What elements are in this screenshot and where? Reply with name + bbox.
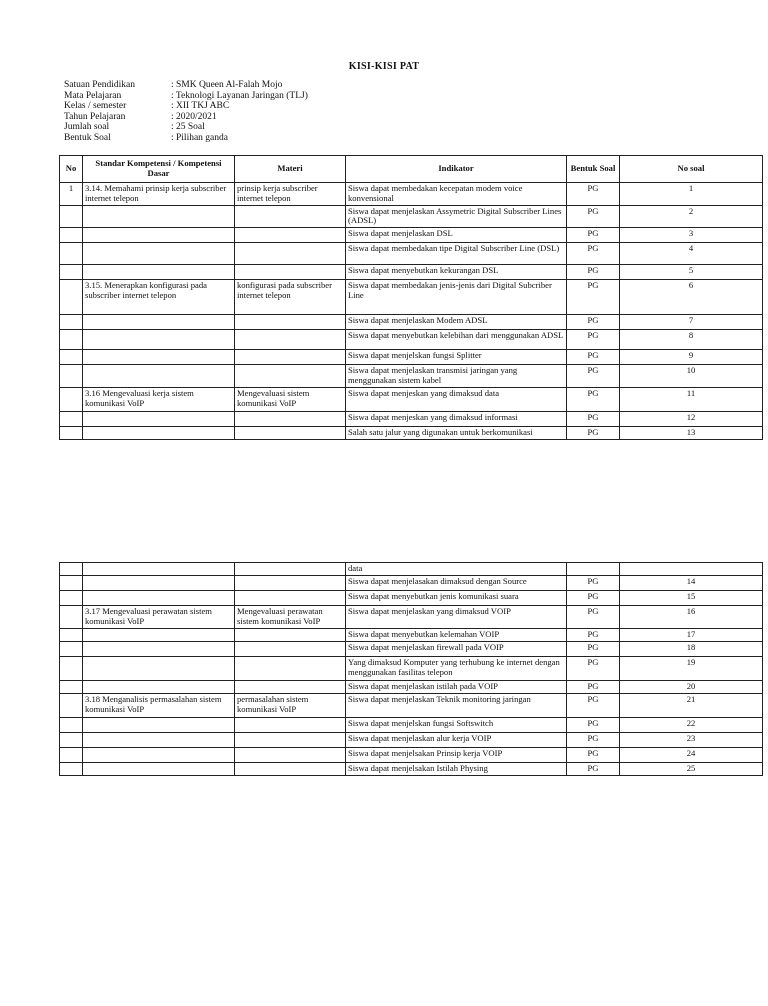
cell-bentuk: PG [567, 387, 620, 411]
cell-nosoal: 10 [620, 365, 763, 388]
meta-value: : Pilihan ganda [171, 132, 228, 143]
table-row [60, 387, 763, 411]
cell-nosoal: 7 [620, 315, 763, 330]
cell-nosoal: 8 [620, 330, 763, 350]
meta-value: : Teknologi Layanan Jaringan (TLJ) [171, 90, 308, 101]
cell-no [60, 350, 83, 365]
cell-bentuk: PG [567, 365, 620, 388]
cell-materi [235, 350, 346, 365]
cell-materi [235, 330, 346, 350]
header-no-soal: No soal [620, 156, 763, 183]
table-row [60, 563, 763, 576]
cell-no [60, 762, 83, 775]
cell-bentuk: PG [567, 280, 620, 315]
cell-nosoal: 2 [620, 205, 763, 228]
cell-nosoal: 4 [620, 243, 763, 265]
cell-indikator: Salah satu jalur yang digunakan untuk berkomunikasi [346, 426, 567, 439]
cell-kompetensi: 3.14. Memahami prinsip kerja subscriber internet telepon [83, 183, 235, 206]
cell-indikator: data [346, 563, 567, 576]
header-materi: Materi [235, 156, 346, 183]
cell-nosoal: 16 [620, 606, 763, 629]
cell-materi [235, 265, 346, 280]
cell-materi: Mengevaluasi perawatan sistem komunikasi VoIP [235, 606, 346, 629]
cell-kompetensi [83, 243, 235, 265]
cell-bentuk: PG [567, 693, 620, 717]
cell-materi: prinsip kerja subscriber internet telepon [235, 183, 346, 206]
table-row [60, 426, 763, 439]
header-kompetensi: Standar Kompetensi / Kompetensi Dasar [83, 156, 235, 183]
cell-bentuk: PG [567, 243, 620, 265]
table-row [60, 591, 763, 606]
meta-value: : 25 Soal [171, 122, 205, 133]
cell-indikator: Siswa dapat menjelaskan Assymetric Digital Subscriber Lines (ADSL) [346, 205, 567, 228]
cell-indikator: Siswa dapat menjelaskan firewall pada VOIP [346, 641, 567, 656]
cell-indikator: Siswa dapat menjelskan fungsi Splitter [346, 350, 567, 365]
kisi-table-page-2 [59, 562, 763, 776]
cell-materi [235, 411, 346, 426]
cell-kompetensi [83, 747, 235, 762]
cell-kompetensi [83, 228, 235, 243]
table-row [60, 183, 763, 206]
meta-key: Kelas / semester [64, 101, 127, 112]
cell-nosoal [620, 563, 763, 576]
table-row [60, 243, 763, 265]
table-row [60, 717, 763, 732]
table-row [60, 350, 763, 365]
cell-materi [235, 228, 346, 243]
meta-row [64, 101, 308, 112]
cell-materi [235, 629, 346, 642]
cell-bentuk: PG [567, 350, 620, 365]
meta-value: : XII TKJ ABC [171, 101, 230, 112]
cell-no [60, 717, 83, 732]
cell-no [60, 747, 83, 762]
cell-no [60, 680, 83, 693]
cell-no: 1 [60, 183, 83, 206]
meta-row [64, 112, 308, 123]
cell-nosoal: 22 [620, 717, 763, 732]
cell-indikator: Siswa dapat menjelaskan DSL [346, 228, 567, 243]
cell-kompetensi [83, 330, 235, 350]
cell-bentuk: PG [567, 330, 620, 350]
cell-bentuk: PG [567, 641, 620, 656]
cell-indikator: Siswa dapat menjelskan fungsi Softswitch [346, 717, 567, 732]
cell-indikator: Siswa dapat menjelaskan transmisi jaringan yang menggunakan sistem kabel [346, 365, 567, 388]
cell-bentuk: PG [567, 680, 620, 693]
cell-no [60, 629, 83, 642]
table-row [60, 411, 763, 426]
cell-kompetensi [83, 680, 235, 693]
cell-nosoal: 3 [620, 228, 763, 243]
table-row [60, 315, 763, 330]
cell-indikator: Siswa dapat menyebutkan kekurangan DSL [346, 265, 567, 280]
cell-bentuk: PG [567, 762, 620, 775]
cell-materi: permasalahan sistem komunikasi VoIP [235, 693, 346, 717]
table-row [60, 365, 763, 388]
table-row [60, 732, 763, 747]
cell-materi [235, 576, 346, 591]
cell-no [60, 265, 83, 280]
cell-no [60, 641, 83, 656]
cell-no [60, 228, 83, 243]
cell-no [60, 280, 83, 315]
cell-indikator: Siswa dapat menjelaskan Modem ADSL [346, 315, 567, 330]
table-row [60, 641, 763, 656]
cell-no [60, 576, 83, 591]
cell-nosoal: 14 [620, 576, 763, 591]
meta-key: Bentuk Soal [64, 132, 111, 143]
cell-kompetensi: 3.16 Mengevaluasi kerja sistem komunikasi VoIP [83, 387, 235, 411]
cell-no [60, 411, 83, 426]
table-row [60, 205, 763, 228]
cell-no [60, 365, 83, 388]
cell-kompetensi [83, 762, 235, 775]
cell-nosoal: 24 [620, 747, 763, 762]
cell-kompetensi: 3.18 Menganalisis permasalahan sistem komunikasi VoIP [83, 693, 235, 717]
cell-materi [235, 656, 346, 680]
cell-kompetensi [83, 641, 235, 656]
cell-nosoal: 15 [620, 591, 763, 606]
meta-key: Tahun Pelajaran [64, 111, 126, 122]
cell-nosoal: 5 [620, 265, 763, 280]
cell-kompetensi [83, 591, 235, 606]
cell-no [60, 243, 83, 265]
cell-bentuk: PG [567, 591, 620, 606]
cell-materi [235, 591, 346, 606]
cell-no [60, 591, 83, 606]
document-metadata [64, 80, 308, 144]
table-row [60, 629, 763, 642]
cell-bentuk: PG [567, 411, 620, 426]
cell-materi [235, 205, 346, 228]
table-row [60, 656, 763, 680]
cell-materi: Mengevaluasi sistem komunikasi VoIP [235, 387, 346, 411]
cell-bentuk: PG [567, 717, 620, 732]
cell-no [60, 606, 83, 629]
cell-no [60, 656, 83, 680]
cell-kompetensi [83, 629, 235, 642]
kisi-table-page-1 [59, 155, 763, 440]
header-no: No [60, 156, 83, 183]
cell-kompetensi [83, 365, 235, 388]
cell-no [60, 205, 83, 228]
cell-materi [235, 365, 346, 388]
cell-no [60, 732, 83, 747]
cell-indikator: Siswa dapat membedakan tipe Digital Subscriber Line (DSL) [346, 243, 567, 265]
cell-indikator: Siswa dapat menjelsakan Prinsip kerja VOIP [346, 747, 567, 762]
table-row [60, 280, 763, 315]
cell-nosoal: 1 [620, 183, 763, 206]
cell-indikator: Siswa dapat menjelsakan Istilah Physing [346, 762, 567, 775]
meta-row [64, 80, 308, 91]
cell-nosoal: 21 [620, 693, 763, 717]
cell-kompetensi [83, 265, 235, 280]
cell-indikator: Siswa dapat membedakan kecepatan modem voice konvensional [346, 183, 567, 206]
cell-nosoal: 19 [620, 656, 763, 680]
table-row [60, 576, 763, 591]
cell-indikator: Siswa dapat menyebutkan kelemahan VOIP [346, 629, 567, 642]
table-row [60, 265, 763, 280]
cell-indikator: Yang dimaksud Komputer yang terhubung ke internet dengan menggunakan fasilitas telepon [346, 656, 567, 680]
cell-kompetensi [83, 576, 235, 591]
cell-nosoal: 6 [620, 280, 763, 315]
cell-bentuk: PG [567, 606, 620, 629]
cell-kompetensi: 3.17 Mengevaluasi perawatan sistem komunikasi VoIP [83, 606, 235, 629]
cell-materi [235, 717, 346, 732]
cell-bentuk: PG [567, 576, 620, 591]
cell-bentuk: PG [567, 265, 620, 280]
cell-kompetensi [83, 656, 235, 680]
cell-indikator: Siswa dapat menjelaskan yang dimaksud VOIP [346, 606, 567, 629]
cell-bentuk: PG [567, 228, 620, 243]
cell-materi [235, 732, 346, 747]
cell-materi [235, 426, 346, 439]
cell-kompetensi [83, 426, 235, 439]
cell-materi [235, 641, 346, 656]
cell-indikator: Siswa dapat menjelaskan Teknik monitoring jaringan [346, 693, 567, 717]
cell-materi [235, 243, 346, 265]
cell-nosoal: 25 [620, 762, 763, 775]
meta-key: Mata Pelajaran [64, 90, 122, 101]
cell-indikator: Siswa dapat menjeskan yang dimaksud data [346, 387, 567, 411]
cell-materi [235, 747, 346, 762]
table-row [60, 747, 763, 762]
meta-value: : SMK Queen Al-Falah Mojo [171, 80, 283, 90]
cell-kompetensi [83, 563, 235, 576]
table-row [60, 693, 763, 717]
cell-kompetensi [83, 315, 235, 330]
cell-no [60, 563, 83, 576]
table-row [60, 330, 763, 350]
cell-no [60, 426, 83, 439]
header-indikator: Indikator [346, 156, 567, 183]
cell-bentuk: PG [567, 747, 620, 762]
cell-bentuk: PG [567, 732, 620, 747]
cell-nosoal: 9 [620, 350, 763, 365]
cell-nosoal: 23 [620, 732, 763, 747]
cell-materi [235, 315, 346, 330]
cell-materi [235, 762, 346, 775]
cell-kompetensi [83, 411, 235, 426]
cell-nosoal: 17 [620, 629, 763, 642]
cell-kompetensi [83, 732, 235, 747]
cell-nosoal: 13 [620, 426, 763, 439]
meta-row [64, 133, 308, 144]
meta-key: Jumlah soal [64, 122, 110, 133]
cell-materi [235, 563, 346, 576]
cell-indikator: Siswa dapat menjelasakan dimaksud dengan Source [346, 576, 567, 591]
cell-nosoal: 18 [620, 641, 763, 656]
cell-bentuk: PG [567, 656, 620, 680]
meta-row [64, 122, 308, 133]
cell-no [60, 693, 83, 717]
cell-indikator: Siswa dapat menjeskan yang dimaksud informasi [346, 411, 567, 426]
table-row [60, 228, 763, 243]
cell-materi [235, 680, 346, 693]
table-row [60, 762, 763, 775]
cell-bentuk: PG [567, 205, 620, 228]
cell-kompetensi [83, 350, 235, 365]
cell-bentuk: PG [567, 629, 620, 642]
cell-indikator: Siswa dapat menyebutkan kelebihan dari menggunakan ADSL [346, 330, 567, 350]
cell-kompetensi [83, 717, 235, 732]
cell-kompetensi: 3.15. Menerapkan konfigurasi pada subscriber internet telepon [83, 280, 235, 315]
cell-nosoal: 11 [620, 387, 763, 411]
cell-kompetensi [83, 205, 235, 228]
cell-nosoal: 20 [620, 680, 763, 693]
header-bentuk-soal: Bentuk Soal [567, 156, 620, 183]
meta-key: Satuan Pendidikan [64, 80, 135, 90]
cell-no [60, 330, 83, 350]
meta-row [64, 91, 308, 102]
cell-indikator: Siswa dapat menyebutkan jenis komunikasi suara [346, 591, 567, 606]
table-row [60, 680, 763, 693]
cell-indikator: Siswa dapat menjelaskan alur kerja VOIP [346, 732, 567, 747]
cell-bentuk: PG [567, 315, 620, 330]
cell-indikator: Siswa dapat membedakan jenis-jenis dari Digital Subcriber Line [346, 280, 567, 315]
cell-indikator: Siswa dapat menjelaskan istilah pada VOIP [346, 680, 567, 693]
cell-materi: konfigurasi pada subscriber internet telepon [235, 280, 346, 315]
cell-no [60, 315, 83, 330]
meta-value: : 2020/2021 [171, 111, 217, 122]
document-title: KISI-KISI PAT [348, 61, 420, 72]
cell-bentuk: PG [567, 426, 620, 439]
cell-bentuk [567, 563, 620, 576]
cell-no [60, 387, 83, 411]
table-row [60, 606, 763, 629]
cell-bentuk: PG [567, 183, 620, 206]
cell-nosoal: 12 [620, 411, 763, 426]
